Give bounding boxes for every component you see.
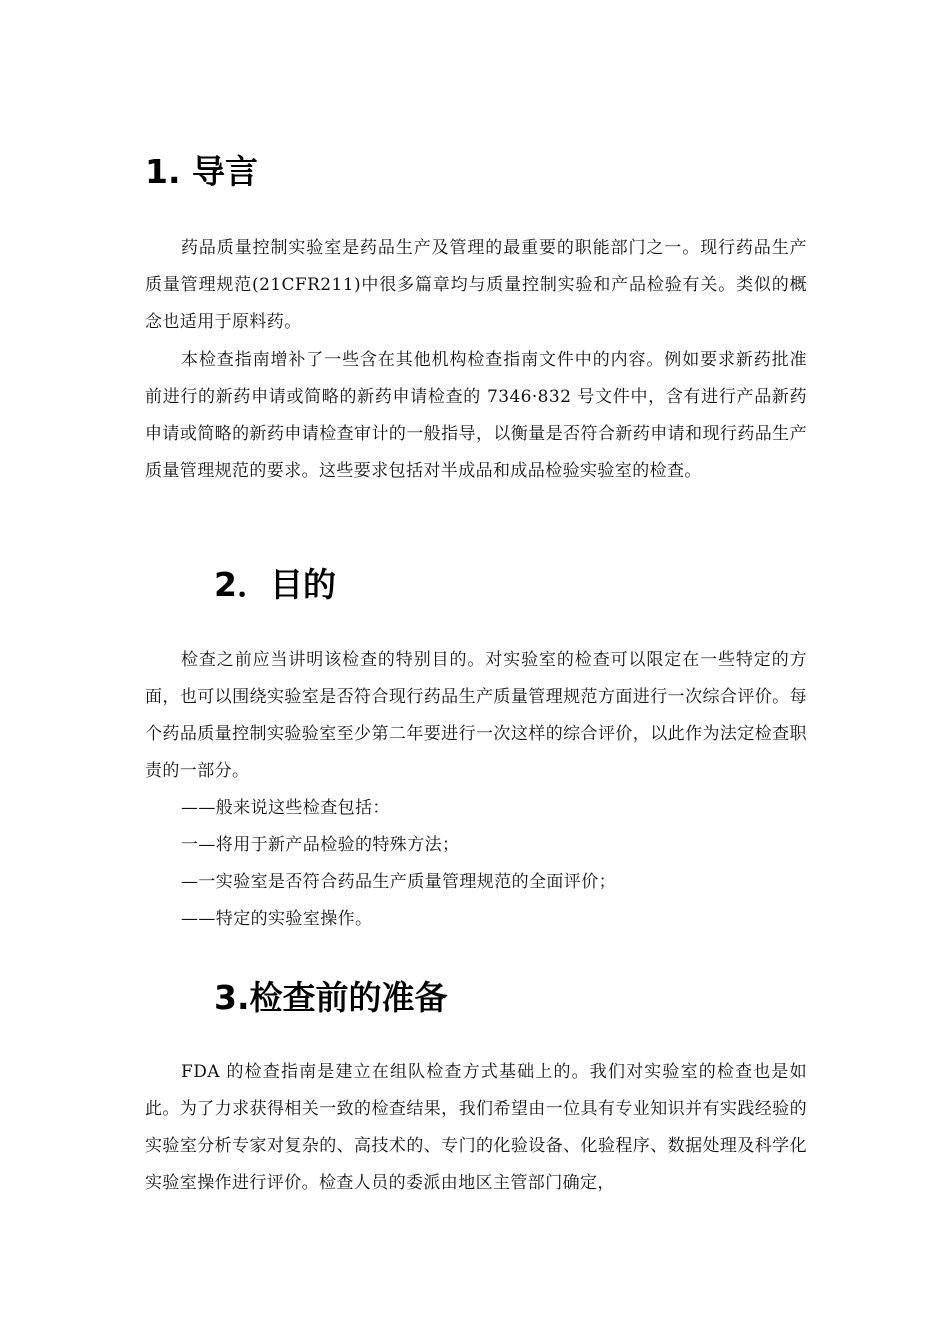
paragraph-purpose-1: 检查之前应当讲明该检查的特别目的。对实验室的检查可以限定在一些特定的方面，也可以围绕实验室是否符合现行药品生产质量管理规范方面进行一次综合评价。每个药品质量控制实验验室至少第二年要进行一次这样的综合评价，以此作为法定检查职责的一部分。 — [145, 650, 807, 781]
section-heading-introduction: 1. 导言 — [145, 152, 258, 191]
section-heading-purpose: 2．目的 — [214, 565, 336, 604]
paragraph-introduction-1: 药品质量控制实验室是药品生产及管理的最重要的职能部门之一。现行药品生产质量管理规范(21CFR211)中很多篇章均与质量控制实验和产品检验有关。类似的概念也适用于原料药。 — [145, 238, 807, 332]
paragraph-introduction-2: 本检查指南增补了一些含在其他机构检查指南文件中的内容。例如要求新药批准前进行的新药申请或简略的新药申请检查的 7346·832 号文件中，含有进行产品新药申请或简略的新药申请检查审计的一般指导，以衡量是否符合新药申请和现行药品生产质量管理规范的要求。这些要求包括对半成品和成品检验实验室的检查。 — [145, 350, 807, 481]
section-heading-preparation: 3.检查前的准备 — [214, 978, 448, 1017]
list-item-lab-operations: ——特定的实验室操作。 — [181, 909, 373, 929]
list-item-gmp-evaluation: —一实验室是否符合药品生产质量管理规范的全面评价； — [181, 872, 616, 892]
list-item-special-methods: 一—将用于新产品检验的特殊方法； — [181, 835, 460, 855]
list-item-intro: ——般来说这些检查包括： — [181, 798, 390, 818]
paragraph-preparation-1: FDA 的检查指南是建立在组队检查方式基础上的。我们对实验室的检查也是如此。为了力求获得相关一致的检查结果，我们希望由一位具有专业知识并有实践经验的实验室分析专家对复杂的、高技术的、专门的化验设备、化验程序、数据处理及科学化实验室操作进行评价。检查人员的委派由地区主管部门确定， — [145, 1062, 807, 1193]
